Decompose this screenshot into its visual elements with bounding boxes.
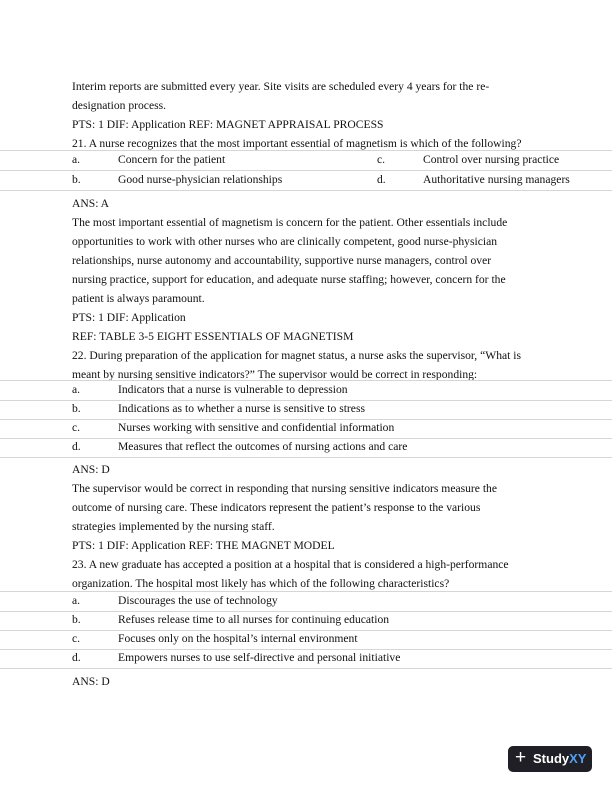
option-row [0, 630, 612, 650]
option-row [0, 611, 612, 631]
option-letter: c. [72, 421, 81, 434]
option-letter: a. [72, 594, 81, 607]
option-letter: d. [72, 440, 81, 453]
rationale-line: relationships, nurse autonomy and accountability, supportive nurse managers, control over [72, 254, 492, 267]
brand-name [533, 752, 586, 766]
brand-accent: XY [569, 751, 587, 766]
question-stem: 22. During preparation of the application for magnet status, a nurse asks the supervisor, “What is [72, 349, 521, 362]
option-letter: d. [377, 173, 386, 186]
rationale-line: The supervisor would be correct in responding that nursing sensitive indicators measure the [72, 482, 497, 495]
option-row [0, 649, 612, 669]
question-meta: PTS: 1 DIF: Application [72, 311, 186, 324]
option-letter: b. [72, 613, 81, 626]
rationale-line: strategies implemented by the nursing staff. [72, 520, 275, 533]
option-text: Nurses working with sensitive and confidential information [118, 421, 395, 434]
question-stem: meant by nursing sensitive indicators?” The supervisor would be correct in responding: [72, 368, 478, 381]
question-meta: PTS: 1 DIF: Application REF: THE MAGNET MODEL [72, 539, 335, 552]
option-row [0, 419, 612, 439]
question-stem: 21. A nurse recognizes that the most important essential of magnetism is which of the following? [72, 137, 522, 150]
option-letter: b. [72, 402, 81, 415]
option-text: Good nurse-physician relationships [118, 173, 283, 186]
plus-icon: + [515, 747, 527, 768]
rationale-line: The most important essential of magnetism is concern for the patient. Other essentials include [72, 216, 508, 229]
rationale-line: outcome of nursing care. These indicators represent the patient’s response to the various [72, 501, 481, 514]
studyxy-logo-badge[interactable] [508, 746, 592, 772]
answer: ANS: D [72, 675, 110, 688]
option-text: Indications as to whether a nurse is sensitive to stress [118, 402, 365, 415]
answer: ANS: A [72, 197, 110, 210]
body-text: designation process. [72, 99, 167, 112]
option-letter: b. [72, 173, 81, 186]
question-meta: PTS: 1 DIF: Application REF: MAGNET APPRAISAL PROCESS [72, 118, 384, 131]
option-letter: a. [72, 153, 81, 166]
option-row [0, 171, 612, 191]
option-text: Control over nursing practice [423, 153, 560, 166]
option-letter: c. [72, 632, 81, 645]
question-meta: REF: TABLE 3-5 EIGHT ESSENTIALS OF MAGNETISM [72, 330, 354, 343]
answer: ANS: D [72, 463, 110, 476]
option-row [0, 592, 612, 612]
option-text: Indicators that a nurse is vulnerable to depression [118, 383, 348, 396]
rationale-line: nursing practice, support for education, and adequate nurse staffing; however, concern for the [72, 273, 506, 286]
option-letter: d. [72, 651, 81, 664]
option-text: Concern for the patient [118, 153, 226, 166]
rationale-line: patient is always paramount. [72, 292, 205, 305]
option-text: Measures that reflect the outcomes of nursing actions and care [118, 440, 408, 453]
option-letter: a. [72, 383, 81, 396]
option-text: Focuses only on the hospital’s internal environment [118, 632, 358, 645]
option-row [0, 151, 612, 171]
option-row [0, 438, 612, 458]
option-letter: c. [377, 153, 386, 166]
option-text: Refuses release time to all nurses for continuing education [118, 613, 390, 626]
option-row [0, 400, 612, 420]
question-stem: organization. The hospital most likely has which of the following characteristics? [72, 577, 450, 590]
option-text: Authoritative nursing managers [423, 173, 570, 186]
option-text: Discourages the use of technology [118, 594, 278, 607]
option-row [0, 381, 612, 401]
question-stem: 23. A new graduate has accepted a position at a hospital that is considered a high-performance [72, 558, 509, 571]
option-text: Empowers nurses to use self-directive and personal initiative [118, 651, 401, 664]
brand-main: Study [533, 751, 570, 766]
body-text: Interim reports are submitted every year. Site visits are scheduled every 4 years for the re- [72, 80, 490, 93]
rationale-line: opportunities to work with other nurses who are clinically competent, good nurse-physician [72, 235, 498, 248]
